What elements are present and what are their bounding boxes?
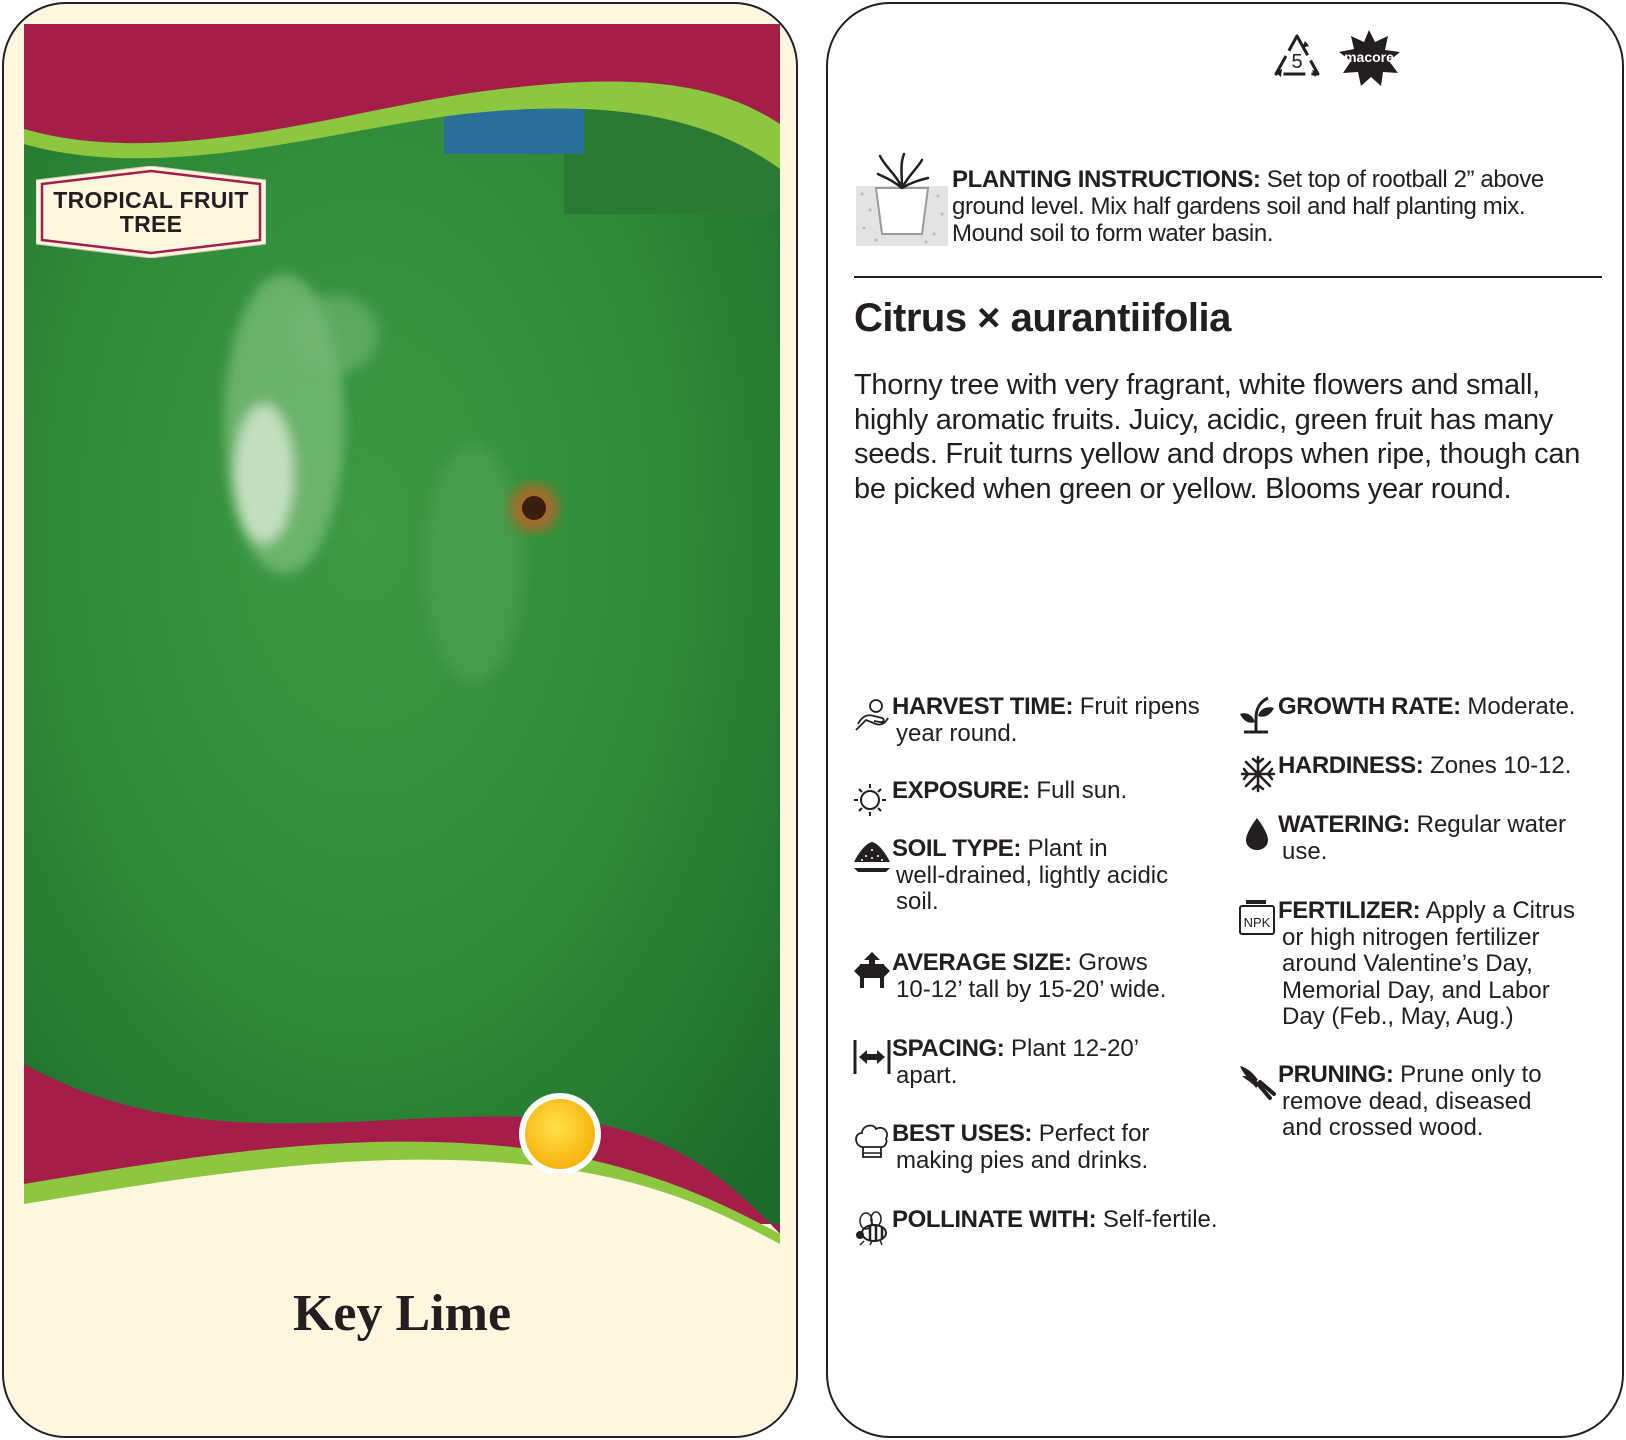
hand-picking-icon — [852, 694, 892, 734]
plant-common-name: Key Lime — [292, 1285, 512, 1342]
soil-pile-icon — [852, 836, 892, 876]
pruning-text: PRUNING: Prune only to remove dead, diseased and crossed wood. — [1278, 1061, 1542, 1141]
plant-description: Thorny tree with very fragrant, white flowers and small, highly aromatic fruits. Juicy, acidic, green fruit has many seeds. Fruit turns yellow and drops when ripe, though can be picked when green or yellow. Blooms year round. — [854, 369, 1581, 505]
category-label: TROPICAL FRUIT TREE — [53, 187, 249, 237]
bee-icon — [852, 1207, 892, 1247]
size-text: AVERAGE SIZE: Grows 10-12’ tall by 15-20’ wide. — [892, 949, 1167, 1003]
macore-brand-text: macore — [1344, 49, 1394, 65]
tree-size-icon — [852, 950, 892, 990]
hardiness-text: HARDINESS: Zones 10-12. — [1278, 752, 1572, 779]
growth-rate-text: GROWTH RATE: Moderate. — [1278, 693, 1576, 720]
recycle-number: 5 — [1291, 51, 1303, 73]
planting-instructions — [856, 152, 1586, 252]
soil-text: SOIL TYPE: Plant in well-drained, lightly acidic soil. — [892, 835, 1169, 915]
chef-hat-icon — [852, 1121, 892, 1161]
macore-logo — [1334, 28, 1404, 88]
plant-tag-front — [2, 2, 798, 1438]
section-divider — [854, 276, 1602, 278]
pruning-shears-icon — [1238, 1062, 1278, 1102]
spacing-text: SPACING: Plant 12-20’ apart. — [892, 1035, 1140, 1089]
planting-instructions-text — [952, 166, 1592, 247]
svg-text:NPK: NPK — [1243, 915, 1271, 930]
fertilizer-text: FERTILIZER: Apply a Citrus or high nitrogen fertilizer around Valentine’s Day, Memorial Day, and Labor Day (Feb., May, Aug.) — [1278, 897, 1575, 1030]
sprout-icon — [1238, 694, 1278, 734]
watering-text: WATERING: Regular water use. — [1278, 811, 1567, 865]
logo-row — [1272, 28, 1422, 88]
exposure-text: EXPOSURE: Full sun. — [892, 777, 1128, 804]
pollinate-text: POLLINATE WITH: Self-fertile. — [892, 1206, 1218, 1233]
category-badge — [36, 166, 266, 258]
planting-body: Set top of rootball 2” above ground level. Mix half gardens soil and half planting mix. Mound soil to form water basin. — [952, 166, 1544, 247]
harvest-text: HARVEST TIME: Fruit ripens year round. — [892, 693, 1200, 747]
snowflake-icon — [1238, 753, 1278, 793]
spacing-arrows-icon — [852, 1036, 892, 1076]
botanical-name: Citrus × aurantiifolia — [854, 296, 1231, 340]
recycle-5-icon — [1272, 32, 1322, 82]
sun-icon — [852, 778, 892, 818]
plant-tag-back — [826, 2, 1624, 1438]
npk-fertilizer-icon — [1238, 898, 1278, 938]
water-drop-icon — [1238, 812, 1278, 852]
potted-plant-icon — [856, 152, 948, 248]
planting-label: PLANTING INSTRUCTIONS: — [952, 166, 1261, 193]
best-uses-text: BEST USES: Perfect for making pies and drinks. — [892, 1120, 1150, 1174]
